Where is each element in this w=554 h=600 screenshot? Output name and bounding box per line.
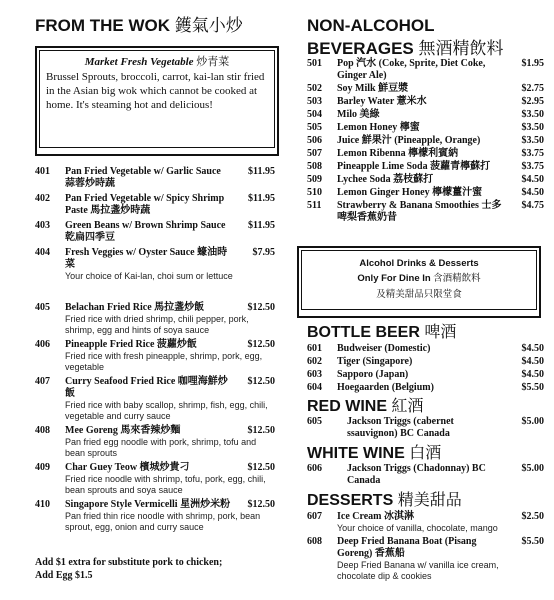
item-name: Soy Milk 鮮豆漿: [337, 83, 409, 94]
item-name: Lemon Honey 檸蜜: [337, 122, 420, 133]
menu-item: [307, 96, 544, 108]
footer-line-2: Add Egg $1.5: [35, 570, 93, 581]
menu-item: [307, 135, 544, 147]
alcohol-notice-box: [297, 246, 541, 318]
item-name: Pop 汽水 (Coke, Sprite, Diet Coke, Ginger Ale): [337, 58, 486, 81]
item-price: $2.75: [521, 83, 544, 94]
white-wine-title-zh: 白酒: [409, 443, 442, 462]
white-wine-list: [307, 463, 544, 488]
footer-note: [35, 556, 285, 582]
item-name: Fresh Veggies w/ Oyster Sauce 蠔油時菜: [65, 247, 228, 270]
item-number: 608: [307, 536, 322, 547]
item-price: $5.00: [521, 463, 544, 474]
menu-item: [307, 382, 544, 394]
item-price: $3.50: [521, 109, 544, 120]
item-price: $4.50: [521, 187, 544, 198]
beverages-title-zh: 無酒精飲料: [418, 39, 504, 59]
beer-title-text: BOTTLE BEER: [307, 324, 420, 341]
red-wine-list: [307, 416, 544, 441]
menu-item: [35, 425, 275, 459]
item-price: $4.50: [521, 356, 544, 367]
wok-list-b: [35, 302, 275, 536]
item-name: Ice Cream 冰淇淋: [337, 511, 415, 522]
menu-item: [307, 463, 544, 487]
item-number: 509: [307, 174, 322, 185]
item-name: Pineapple Lime Soda 菠蘿青檸蘇打: [337, 161, 491, 172]
item-name: Barley Water 薏米水: [337, 96, 427, 107]
item-description: Fried rice with fresh pineapple, shrimp, pork, egg, vegetable: [65, 351, 263, 372]
item-price: $7.95: [252, 247, 275, 258]
item-price: $12.50: [247, 499, 275, 510]
menu-item: [35, 339, 275, 373]
item-name: Deep Fried Banana Boat (Pisang Goreng) 香蕉船: [337, 536, 477, 559]
item-name: Char Guey Teow 檳城炒貴刁: [65, 462, 190, 473]
item-name: Juice 鮮果汁 (Pineapple, Orange): [337, 135, 481, 146]
menu-item: [307, 109, 544, 121]
item-name: Hoegaarden (Belgium): [337, 382, 434, 393]
menu-item: [35, 499, 275, 533]
item-price: $4.75: [521, 200, 544, 211]
item-number: 504: [307, 109, 322, 120]
item-number: 401: [35, 166, 50, 177]
beer-title-zh: 啤酒: [424, 322, 457, 341]
item-name: Curry Seafood Fried Rice 咖哩海鮮炒飯: [65, 376, 228, 399]
menu-item: [307, 356, 544, 368]
item-number: 508: [307, 161, 322, 172]
red-wine-title-zh: 紅酒: [391, 396, 424, 415]
item-number: 405: [35, 302, 50, 313]
menu-item: [307, 343, 544, 355]
market-box-heading-text: Market Fresh Vegetable: [84, 56, 194, 68]
item-number: 408: [35, 425, 50, 436]
desserts-title-zh: 精美甜品: [397, 490, 462, 509]
white-wine-title-text: WHITE WINE: [307, 445, 405, 462]
item-number: 607: [307, 511, 322, 522]
beverages-title-text: BEVERAGES: [307, 39, 414, 58]
item-price: $5.50: [521, 536, 544, 547]
desserts-title: [307, 490, 462, 510]
item-price: $2.95: [521, 96, 544, 107]
item-description: Your choice of Kai-lan, choi sum or lettuce: [65, 271, 233, 281]
item-name: Sapporo (Japan): [337, 369, 409, 380]
item-price: $12.50: [247, 462, 275, 473]
menu-item: [35, 193, 275, 217]
item-number: 601: [307, 343, 322, 354]
item-number: 406: [35, 339, 50, 350]
item-description: Deep Fried Banana w/ vanilla ice cream, chocolate dip & cookies: [337, 560, 499, 581]
beverage-list: [307, 58, 544, 225]
market-box-heading-zh: 炒青菜: [196, 55, 230, 68]
item-name: Jackson Triggs (cabernet ssauvignon) BC Canada: [347, 416, 454, 439]
item-number: 606: [307, 463, 322, 474]
menu-item: [307, 148, 544, 160]
beer-title: [307, 322, 456, 342]
item-name: Tiger (Singapore): [337, 356, 413, 367]
item-price: $1.95: [521, 58, 544, 69]
item-price: $3.75: [521, 161, 544, 172]
section-title-zh: 鑊氣小炒: [174, 16, 243, 36]
item-price: $5.00: [521, 416, 544, 427]
item-name: Singapore Style Vermicelli 星洲炒米粉: [65, 499, 231, 510]
menu-item: [307, 200, 544, 224]
market-box-heading: [46, 55, 268, 69]
menu-item: [307, 416, 544, 440]
item-name: Strawberry & Banana Smoothies 士多啤梨香蕉奶昔: [337, 200, 502, 223]
item-number: 507: [307, 148, 322, 159]
dessert-list: [307, 511, 544, 584]
item-price: $12.50: [247, 302, 275, 313]
item-price: $3.50: [521, 135, 544, 146]
white-wine-title: [307, 443, 441, 463]
menu-item: [35, 462, 275, 496]
item-price: $4.50: [521, 343, 544, 354]
footer-line-1: Add $1 extra for substitute pork to chicken;: [35, 557, 223, 568]
item-number: 501: [307, 58, 322, 69]
item-price: $11.95: [248, 193, 275, 204]
item-name: Green Beans w/ Brown Shrimp Sauce 乾扁四季豆: [65, 220, 226, 243]
item-number: 506: [307, 135, 322, 146]
section-title-wok: [35, 16, 243, 36]
menu-item: [307, 58, 544, 82]
red-wine-title: [307, 396, 423, 416]
menu-item: [35, 166, 275, 190]
alcohol-box-line1: Alcohol Drinks & Desserts: [359, 258, 479, 269]
market-box-body: Brussel Sprouts, broccoli, carrot, kai-lan stir fried in the Asian big wok which cannot be cooked at home. It's steaming hot and delicious!: [46, 71, 265, 111]
menu-item: [307, 122, 544, 134]
item-number: 503: [307, 96, 322, 107]
item-name: Pineapple Fried Rice 菠蘿炒飯: [65, 339, 197, 350]
item-name: Milo 美綠: [337, 109, 380, 120]
menu-item: [307, 187, 544, 199]
menu-item: [307, 511, 544, 534]
item-name: Mee Goreng 馬來香辣炒麵: [65, 425, 181, 436]
market-fresh-box: [35, 46, 279, 156]
item-price: $11.95: [248, 220, 275, 231]
menu-item: [35, 376, 275, 422]
item-number: 603: [307, 369, 322, 380]
item-number: 604: [307, 382, 322, 393]
menu-item: [35, 302, 275, 336]
beer-list: [307, 343, 544, 395]
item-number: 402: [35, 193, 50, 204]
item-description: Fried rice with dried shrimp, chili pepper, pork, shrimp, egg and hints of soya sauce: [65, 314, 249, 335]
item-number: 605: [307, 416, 322, 427]
item-number: 511: [307, 200, 322, 211]
alcohol-box-line2: [302, 271, 536, 287]
item-name: Lemon Ribenna 檸檬利賓納: [337, 148, 459, 159]
item-name: Lemon Ginger Honey 檸檬薑汁蜜: [337, 187, 483, 198]
red-wine-title-text: RED WINE: [307, 398, 387, 415]
menu-item: [35, 247, 275, 282]
item-price: $12.50: [247, 376, 275, 387]
item-number: 602: [307, 356, 322, 367]
item-description: Fried rice noodle with shrimp, tofu, pork, egg, chili, bean sprouts and soya sauce: [65, 474, 266, 495]
item-name: Belachan Fried Rice 馬拉盞炒飯: [65, 302, 205, 313]
item-number: 409: [35, 462, 50, 473]
beverages-title-line1: NON-ALCOHOL: [307, 16, 435, 35]
menu-item: [307, 174, 544, 186]
alcohol-box-line2-zh: 含酒精飲料: [433, 273, 481, 284]
section-title-text: FROM THE WOK: [35, 16, 171, 35]
wok-list-a: [35, 166, 275, 285]
item-price: $5.50: [521, 382, 544, 393]
item-price: $11.95: [248, 166, 275, 177]
item-name: Jackson Triggs (Chadonnay) BC Canada: [347, 463, 486, 486]
item-name: Lychee Soda 荔枝蘇打: [337, 174, 434, 185]
menu-item: [307, 83, 544, 95]
item-price: $12.50: [247, 425, 275, 436]
item-number: 505: [307, 122, 322, 133]
item-name: Pan Fried Vegetable w/ Spicy Shrimp Paste 馬拉盞炒時蔬: [65, 193, 225, 216]
beverages-title-line2: [307, 39, 503, 59]
item-description: Your choice of vanilla, chocolate, mango: [337, 523, 498, 533]
item-price: $4.50: [521, 174, 544, 185]
desserts-title-text: DESSERTS: [307, 492, 394, 509]
item-price: $3.50: [521, 122, 544, 133]
item-price: $4.50: [521, 369, 544, 380]
item-number: 410: [35, 499, 50, 510]
item-number: 404: [35, 247, 50, 258]
item-price: $12.50: [247, 339, 275, 350]
item-name: Pan Fried Vegetable w/ Garlic Sauce 蒜蓉炒時蔬: [65, 166, 221, 189]
item-price: $2.50: [521, 511, 544, 522]
item-description: Pan fried thin rice noodle with shrimp, pork, bean sprout, egg, onion and curry sauce: [65, 511, 261, 532]
item-number: 407: [35, 376, 50, 387]
item-number: 403: [35, 220, 50, 231]
menu-item: [35, 220, 275, 244]
alcohol-box-line2-text: Only For Dine In: [357, 273, 431, 284]
item-name: Budweiser (Domestic): [337, 343, 431, 354]
menu-item: [307, 536, 544, 582]
item-number: 502: [307, 83, 322, 94]
item-description: Fried rice with baby scallop, shrimp, fish, egg, chili, vegetable and curry sauce: [65, 400, 268, 421]
menu-item: [307, 369, 544, 381]
alcohol-box-line3: 及精美甜品只限堂食: [376, 289, 462, 300]
item-price: $3.75: [521, 148, 544, 159]
item-number: 510: [307, 187, 322, 198]
item-description: Pan fried egg noodle with pork, shrimp, tofu and bean sprouts: [65, 437, 257, 458]
menu-item: [307, 161, 544, 173]
